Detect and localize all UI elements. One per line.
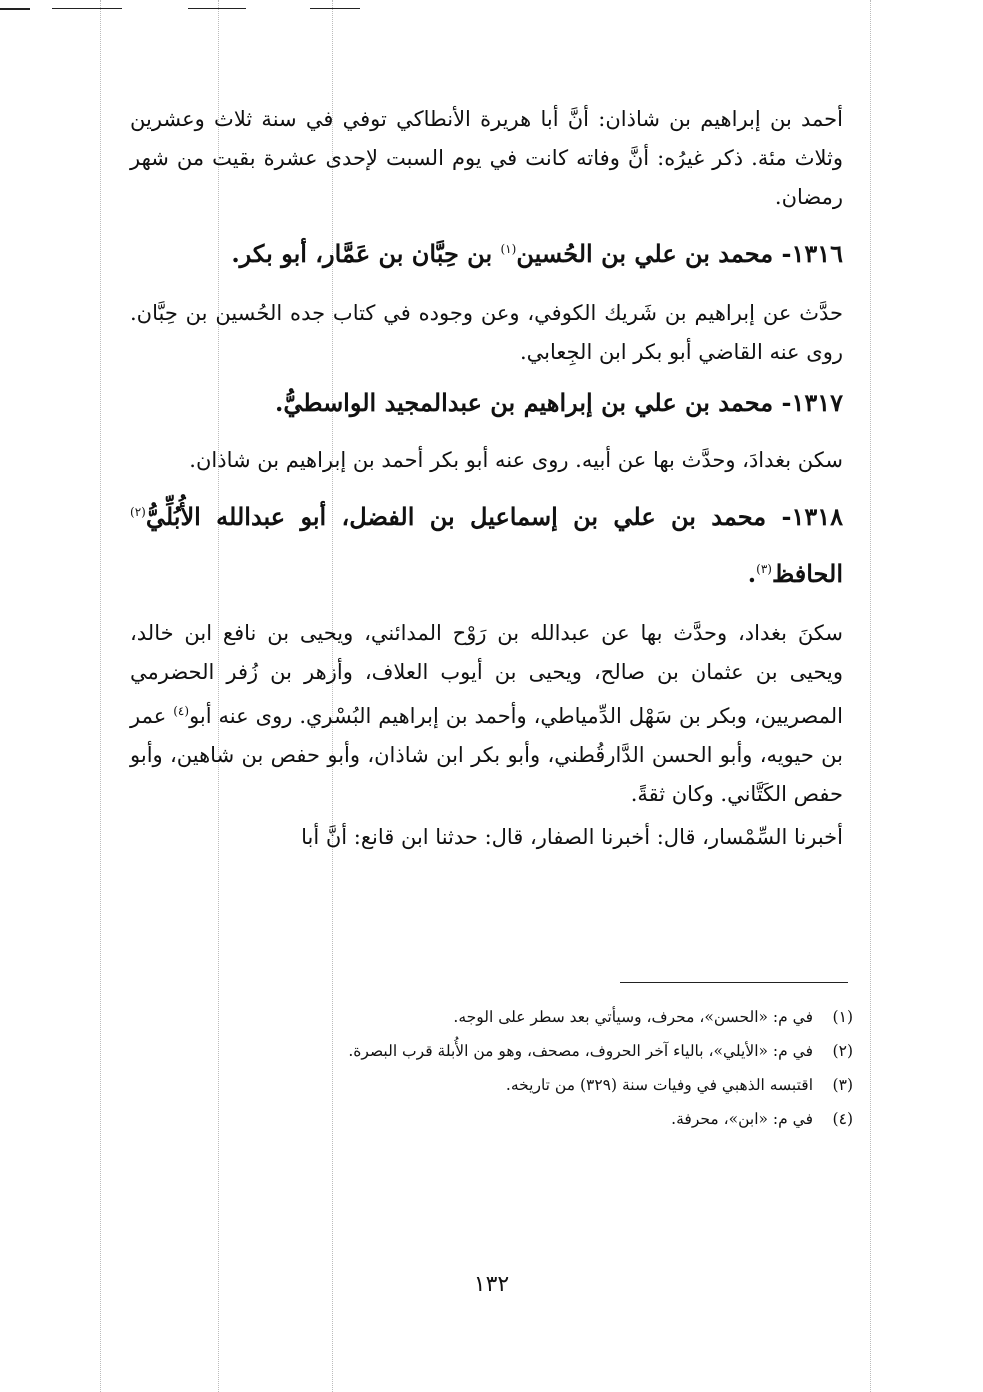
scan-dotted-line [870, 0, 871, 1392]
heading-text: الحافظ [771, 559, 843, 588]
footnote-ref-4: (٤) [173, 704, 190, 718]
footnote-text: في م: «ابن»، محرفة. [671, 1110, 813, 1128]
footnote-text: اقتبسه الذهبي في وفيات سنة (٣٢٩) من تاريخه. [505, 1076, 813, 1094]
heading-text: ١٣١٦- محمد بن علي بن الحُسين [516, 239, 843, 268]
entry-heading-1318 [130, 486, 843, 600]
footnote-ref-3: (٣) [756, 562, 772, 576]
footnotes [160, 1000, 853, 1136]
heading-text: بن حِبَّان بن عَمَّار، أبو بكر. [231, 239, 501, 268]
scan-edge-mark [0, 8, 30, 10]
footnote-number: (٤) [832, 1110, 853, 1128]
entry-body-1316: حدَّث عن إبراهيم بن شَريك الكوفي، وعن وجوده في كتاب جده الحُسين بن حِبَّان. روى عنه القاضي أبو بكر ابن الجِعابي. [130, 301, 843, 364]
footnote-number: (٣) [832, 1076, 853, 1094]
body-text: سكنَ بغداد، وحدَّث بها عن عبدالله بن رَوْح المدائني، ويحيى بن نافع ابن خالد، ويحيى بن عثمان بن صالح، ويحيى بن أيوب العلاف، وأزهر بن زُفر الحضرمي المصريين، وبكر بن سَهْل الدِّمياطي، وأحمد بن إبراهيم البُسْري. روى عنه أبو [130, 621, 844, 728]
footnote-item [160, 1068, 853, 1102]
footnote-separator [620, 982, 848, 983]
body-text: عمر بن حيويه، وأبو الحسن الدَّارقُطني، وأبو بكر ابن شاذان، وأبو حفص بن شاهين، وأبو حفص الكَتَّاني. وكان ثقةً. [130, 704, 843, 806]
heading-text: ١٣١٨- محمد بن علي بن إسماعيل بن الفضل، أبو عبدالله الأُبُلِّيُّ [145, 502, 843, 531]
page-number: ١٣٢ [473, 1272, 510, 1297]
paragraph-intro: أحمد بن إبراهيم بن شاذان: أنَّ أبا هريرة الأنطاكي توفي في سنة ثلاث وعشرين وثلاث مئة. ذكر غيرُه: أنَّ وفاته كانت في يوم السبت لإحدى عشرة بقيت من شهر رمضان. [130, 107, 843, 209]
main-text [130, 100, 843, 857]
footnote-ref-1: (١) [500, 242, 517, 256]
footnote-item [160, 1102, 853, 1136]
footnote-text: في م: «الحسن»، محرف، وسيأتي بعد سطر على الوجه. [453, 1008, 813, 1026]
entry-body-1318 [130, 614, 843, 814]
footnote-text: في م: «الأيلي»، بالياء آخر الحروف، مصحف، وهو من الأُبلة قرب البصرة. [348, 1042, 813, 1060]
footnote-number: (١) [832, 1008, 853, 1026]
scan-edge-mark [188, 8, 246, 9]
footnote-number: (٢) [832, 1042, 853, 1060]
scan-dotted-line [100, 0, 101, 1392]
footnote-ref-2: (٢) [130, 505, 146, 519]
entry-heading-1316 [130, 223, 843, 280]
entry-body-1317: سكن بغدادَ، وحدَّث بها عن أبيه. روى عنه أبو بكر أحمد بن إبراهيم بن شاذان. [189, 448, 843, 472]
footnote-item [160, 1034, 853, 1068]
heading-text: . [747, 559, 757, 588]
scan-edge-mark [52, 8, 122, 9]
footnote-item [160, 1000, 853, 1034]
scan-edge-mark [310, 8, 360, 9]
entry-heading-1317: ١٣١٧- محمد بن علي بن إبراهيم بن عبدالمجيد الواسطيُّ. [275, 388, 843, 417]
continuation-line: أخبرنا السِّمْسار، قال: أخبرنا الصفار، قال: حدثنا ابن قانع: أنَّ أبا [301, 825, 843, 849]
